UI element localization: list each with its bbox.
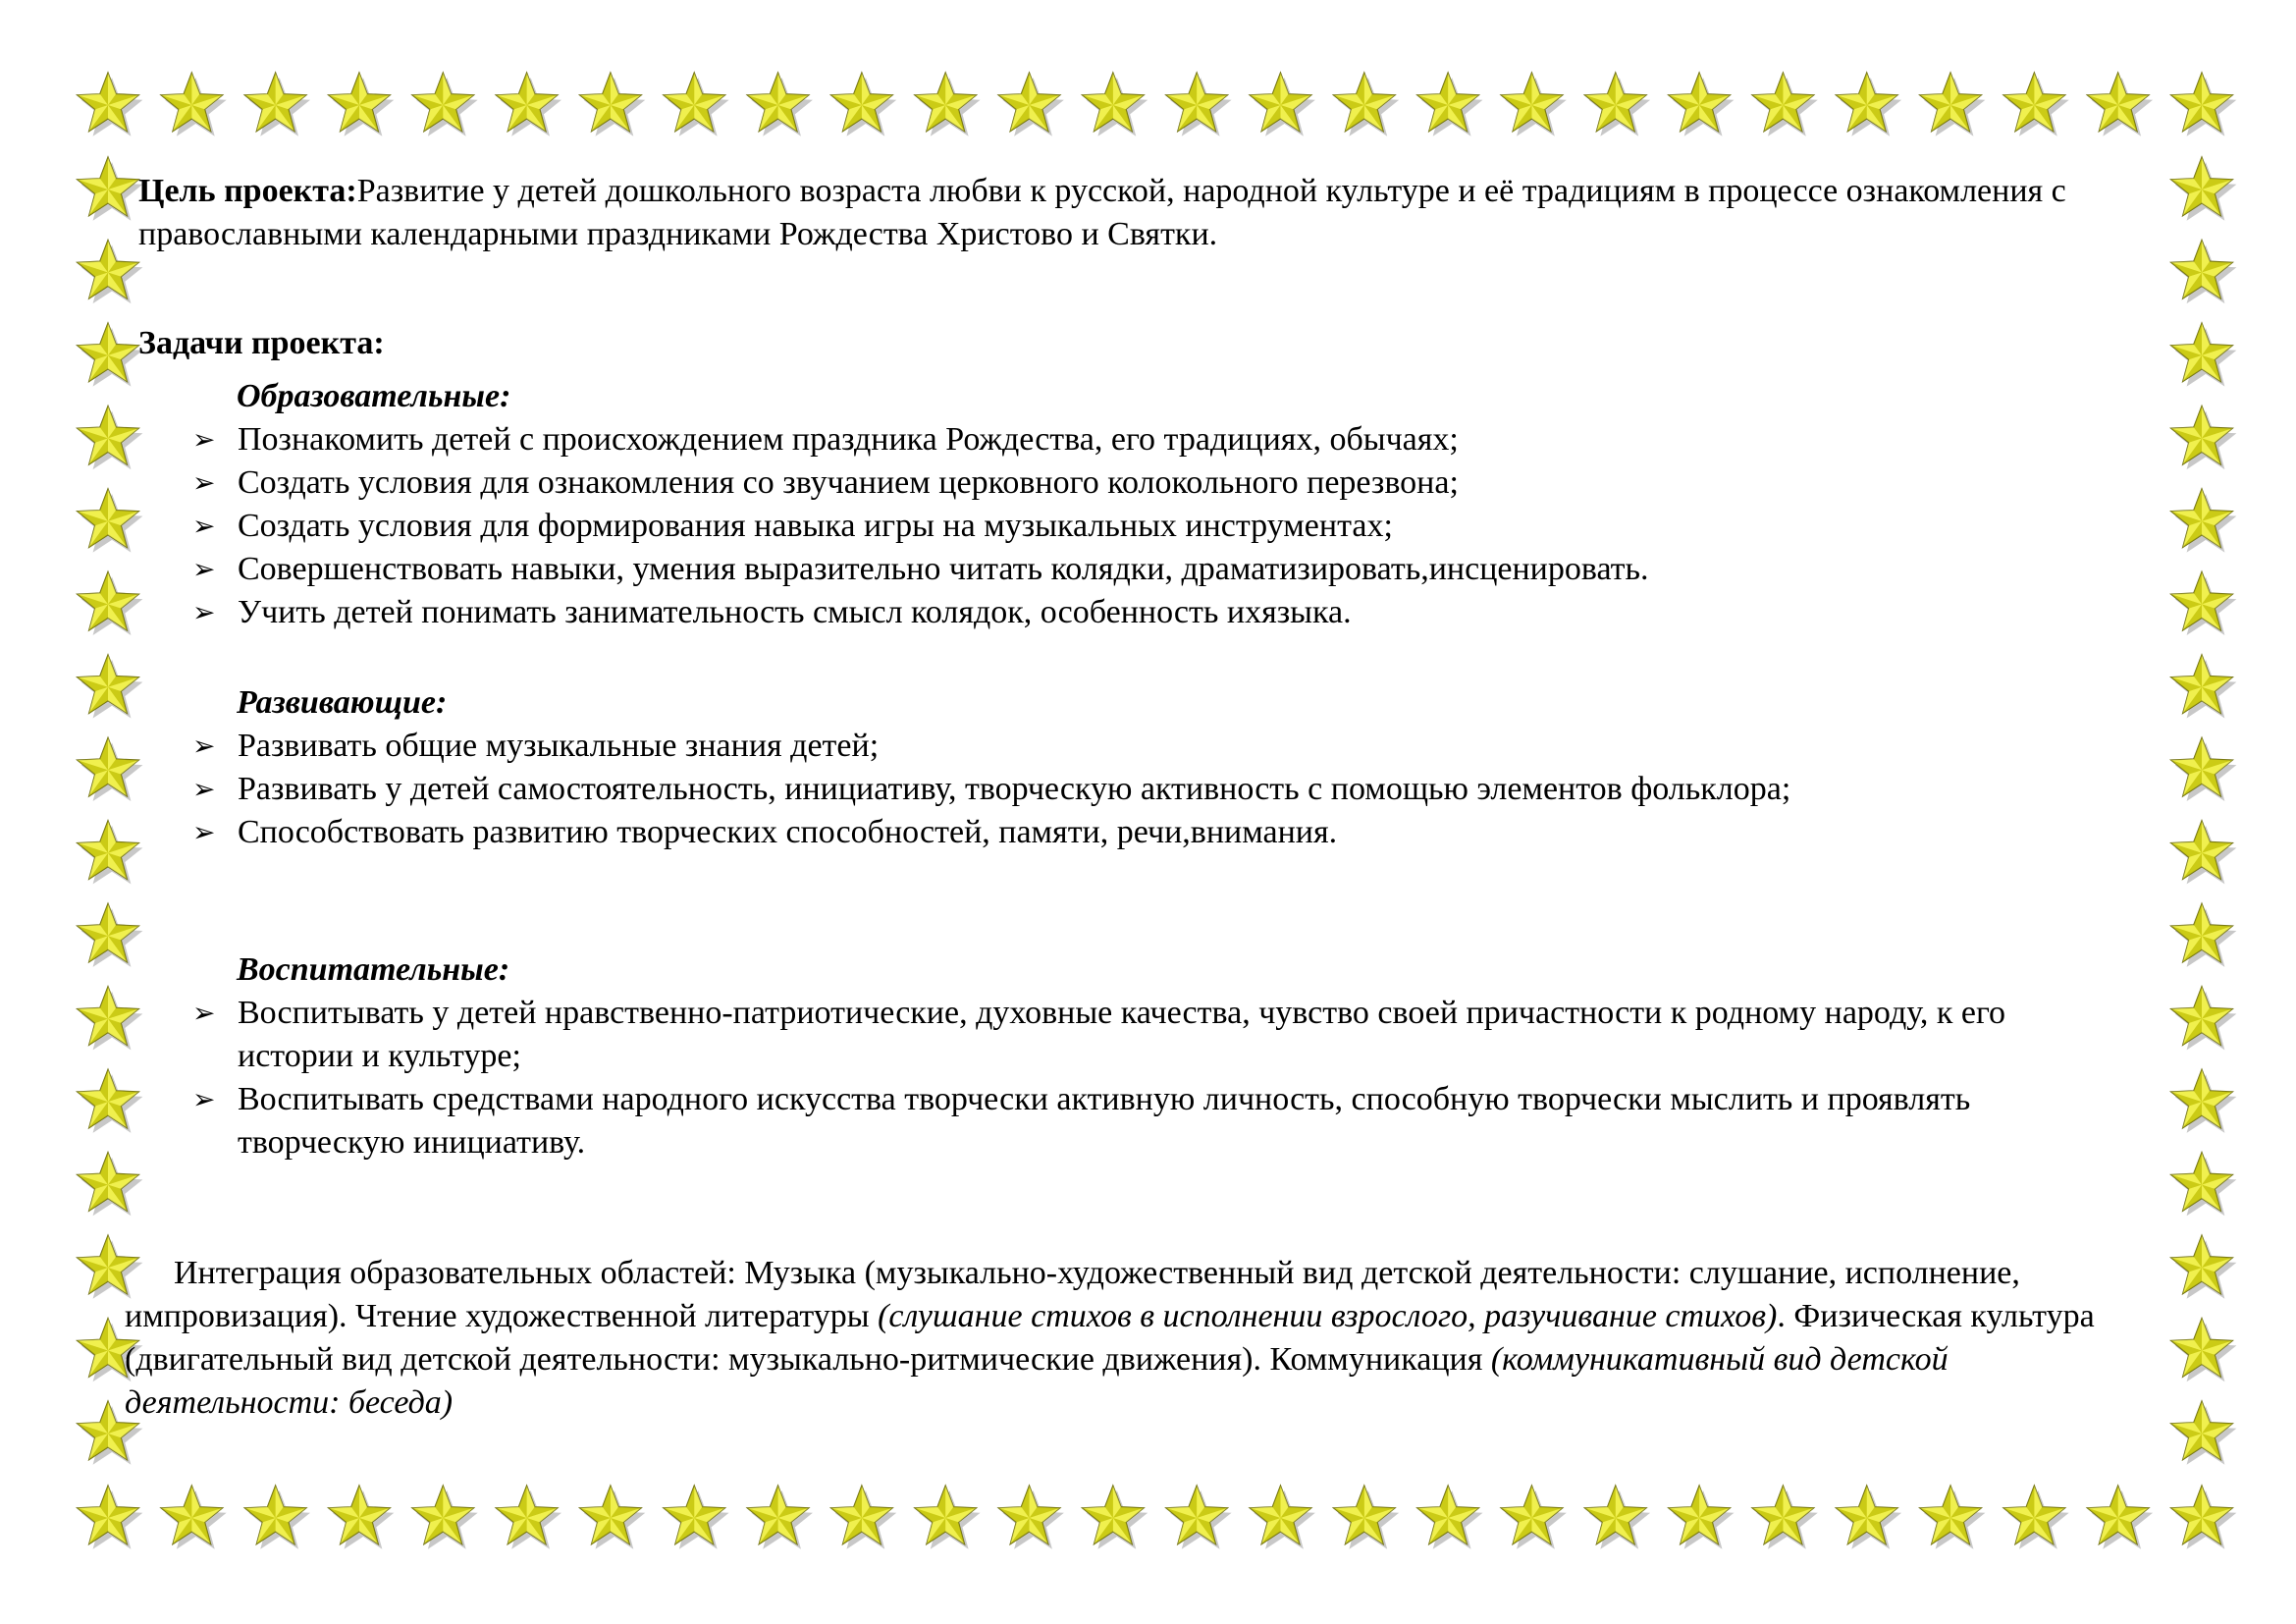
- list-item: ➢ Развивать общие музыкальные знания детей;: [192, 725, 2116, 768]
- developing-heading: Развивающие:: [237, 684, 448, 721]
- arrow-bullet-icon: ➢: [192, 816, 216, 848]
- goal-label: Цель проекта:: [138, 173, 357, 209]
- arrow-bullet-icon: ➢: [192, 1083, 216, 1115]
- integration-paragraph: Интеграция образовательных областей: Музыка (музыкально-художественный вид детской деятельности: слушание, исполнение, импровизация). Чтение художественной литературы (слушание стихов в исполнении взрослого, разучивание стихов). Физическая культура (двигательный вид детской деятельности: музыкально-ритмические движения). Коммуникация (коммуникативный вид детской деятельности: беседа): [125, 1255, 2095, 1421]
- arrow-bullet-icon: ➢: [192, 553, 216, 585]
- developing-list: [192, 725, 2116, 854]
- list-item: ➢ Развивать у детей самостоятельность, инициативу, творческую активность с помощью элементов фольклора;: [192, 768, 2116, 811]
- educational-list: [192, 418, 2116, 634]
- goal-text: Развитие у детей дошкольного возраста любви к русской, народной культуре и её традициям в процессе ознакомления с православными календарными праздниками Рождества Христово и Святки.: [138, 173, 2066, 252]
- arrow-bullet-icon: ➢: [192, 730, 216, 762]
- list-item: ➢ Воспитывать у детей нравственно-патриотические, духовные качества, чувство своей причастности к родному народу, к его истории и культуре;: [192, 992, 2116, 1078]
- tasks-title: Задачи проекта:: [138, 325, 385, 361]
- arrow-bullet-icon: ➢: [192, 596, 216, 628]
- upbringing-heading: Воспитательные:: [237, 951, 510, 988]
- list-item: ➢ Воспитывать средствами народного искусства творчески активную личность, способную творчески мыслить и проявлять творческую инициативу.: [192, 1078, 2116, 1164]
- upbringing-list: [192, 992, 2116, 1164]
- list-item: ➢ Познакомить детей с происхождением праздника Рождества, его традициях, обычаях;: [192, 418, 2116, 461]
- list-item: ➢ Создать условия для формирования навыка игры на музыкальных инструментах;: [192, 505, 2116, 548]
- list-item: ➢ Учить детей понимать занимательность смысл колядок, особенность ихязыка.: [192, 591, 2116, 634]
- arrow-bullet-icon: ➢: [192, 997, 216, 1029]
- arrow-bullet-icon: ➢: [192, 466, 216, 499]
- arrow-bullet-icon: ➢: [192, 510, 216, 542]
- arrow-bullet-icon: ➢: [192, 773, 216, 805]
- project-goal: [138, 170, 2121, 256]
- educational-heading: Образовательные:: [237, 378, 511, 414]
- list-item: ➢ Создать условия для ознакомления со звучанием церковного колокольного перезвона;: [192, 461, 2116, 505]
- list-item: ➢ Совершенствовать навыки, умения выразительно читать колядки, драматизировать,инсценировать.: [192, 548, 2116, 591]
- arrow-bullet-icon: ➢: [192, 423, 216, 456]
- list-item: ➢ Способствовать развитию творческих способностей, памяти, речи,внимания.: [192, 811, 2116, 854]
